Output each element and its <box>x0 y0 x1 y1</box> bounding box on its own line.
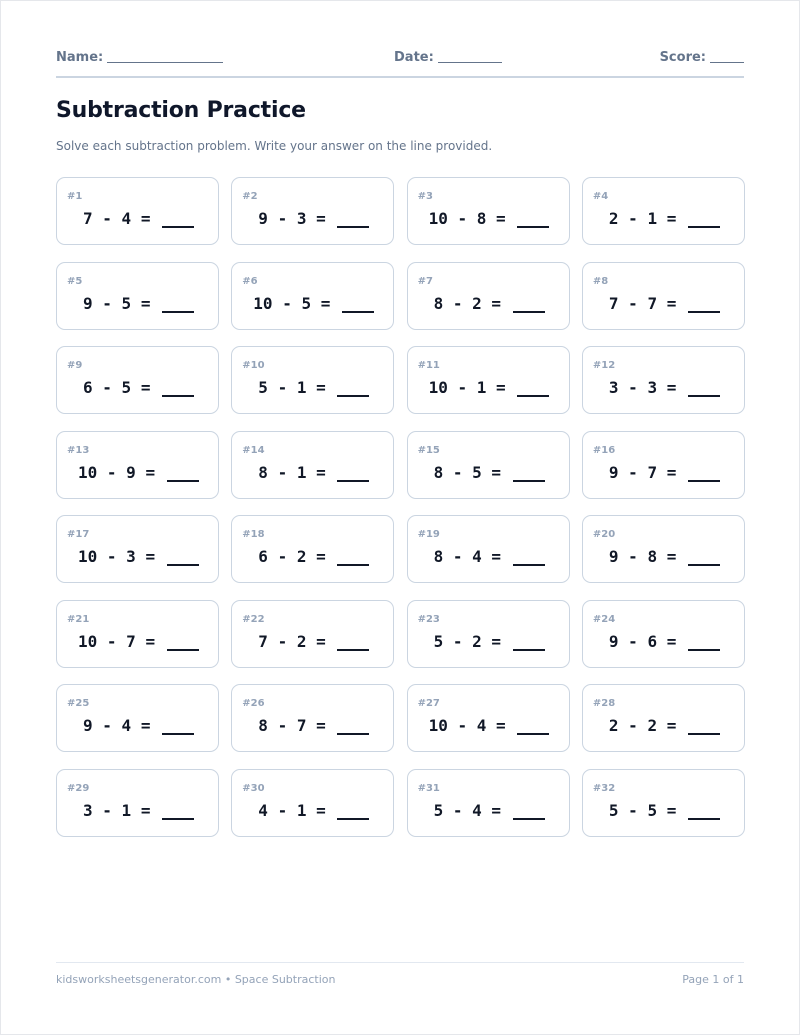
problem-number: #21 <box>67 613 90 625</box>
name-label: Name: <box>56 50 104 65</box>
minus-sign: - <box>618 462 648 482</box>
answer-line <box>342 293 374 313</box>
footer-page-number: Page 1 of 1 <box>682 973 744 986</box>
equals-sign: = <box>306 800 336 820</box>
answer-line <box>167 631 199 651</box>
minus-sign: - <box>443 293 473 313</box>
problem-equation <box>83 377 194 397</box>
subtrahend: 5 <box>121 378 132 397</box>
date-blank-line <box>438 48 502 63</box>
problem-card <box>56 769 219 837</box>
answer-line <box>337 462 369 482</box>
footer-site: kidsworksheetsgenerator.com • Space Subtraction <box>56 973 336 986</box>
subtrahend: 1 <box>296 462 307 482</box>
problem-number: #32 <box>592 782 616 794</box>
equals-sign: = <box>657 462 686 482</box>
subtrahend: 3 <box>126 547 136 566</box>
minus-sign: - <box>267 800 297 820</box>
problem-equation <box>253 293 374 313</box>
minus-sign: - <box>447 209 477 228</box>
name-blank-line <box>107 48 223 63</box>
problem-equation <box>83 293 194 313</box>
minus-sign: - <box>618 800 648 820</box>
problem-card <box>231 262 394 330</box>
answer-line <box>517 715 549 735</box>
minuend: 2 <box>608 716 619 735</box>
worksheet-instructions: Solve each subtraction problem. Write your answer on the line provided. <box>56 139 493 153</box>
answer-line <box>688 546 720 566</box>
minus-sign: - <box>618 378 648 397</box>
problem-number: #6 <box>242 275 258 287</box>
problem-card <box>231 684 394 752</box>
subtrahend: 2 <box>647 716 658 735</box>
subtrahend: 6 <box>647 631 658 651</box>
minuend: 9 <box>608 462 619 482</box>
minuend: 3 <box>83 800 93 820</box>
problem-card <box>407 600 570 668</box>
minus-sign: - <box>92 293 122 313</box>
minus-sign: - <box>618 547 648 566</box>
problem-number: #7 <box>417 275 433 287</box>
problem-equation <box>258 462 369 482</box>
answer-line <box>337 800 369 820</box>
minuend: 5 <box>608 800 619 820</box>
minus-sign: - <box>92 800 122 820</box>
minuend: 8 <box>258 462 268 482</box>
worksheet-header <box>56 48 744 68</box>
problem-card <box>56 515 219 583</box>
answer-line <box>337 546 369 566</box>
problem-card <box>56 431 219 499</box>
problem-card <box>56 346 219 414</box>
problem-card <box>407 515 570 583</box>
equals-sign: = <box>486 716 516 735</box>
equals-sign: = <box>481 800 511 820</box>
problem-card <box>582 515 745 583</box>
answer-line <box>167 462 199 482</box>
minus-sign: - <box>267 547 297 566</box>
problem-card <box>582 769 745 837</box>
minuend: 5 <box>258 378 268 397</box>
problem-equation <box>78 546 199 566</box>
equals-sign: = <box>131 800 161 820</box>
equals-sign: = <box>306 209 336 228</box>
problem-number: #8 <box>592 275 609 287</box>
equals-sign: = <box>657 378 686 397</box>
minuend: 9 <box>83 293 93 313</box>
subtrahend: 3 <box>647 378 658 397</box>
score-blank-line <box>710 48 744 63</box>
equals-sign: = <box>486 378 516 397</box>
equals-sign: = <box>481 631 511 651</box>
equals-sign: = <box>306 378 336 397</box>
equals-sign: = <box>657 293 686 313</box>
problem-equation <box>83 208 194 228</box>
problem-card <box>582 262 745 330</box>
minus-sign: - <box>97 631 127 651</box>
problem-card <box>56 684 219 752</box>
minuend: 6 <box>258 547 268 566</box>
problem-card <box>407 769 570 837</box>
equals-sign: = <box>131 378 161 397</box>
date-field <box>394 48 502 65</box>
subtrahend: 4 <box>472 800 482 820</box>
minuend: 7 <box>83 209 93 228</box>
problem-equation <box>609 462 720 482</box>
problem-equation <box>609 546 720 566</box>
problem-number: #2 <box>242 191 258 202</box>
minuend: 9 <box>83 716 93 735</box>
problem-number: #24 <box>592 613 616 625</box>
minus-sign: - <box>272 293 302 313</box>
problem-number: #18 <box>242 529 265 540</box>
subtrahend: 3 <box>296 209 307 228</box>
problem-card <box>56 177 219 245</box>
problem-card <box>231 431 394 499</box>
problem-card <box>407 262 570 330</box>
answer-line <box>517 208 549 228</box>
answer-line <box>513 800 545 820</box>
problem-card <box>582 684 745 752</box>
minus-sign: - <box>618 209 648 228</box>
minuend: 8 <box>433 462 444 482</box>
minuend: 5 <box>433 800 444 820</box>
answer-line <box>162 800 194 820</box>
subtrahend: 5 <box>301 293 312 313</box>
subtrahend: 2 <box>296 631 307 651</box>
problem-number: #10 <box>242 360 265 371</box>
minus-sign: - <box>443 547 473 566</box>
subtrahend: 2 <box>472 631 482 651</box>
minus-sign: - <box>92 716 122 735</box>
minus-sign: - <box>618 716 648 735</box>
minuend: 8 <box>433 547 444 566</box>
equals-sign: = <box>131 716 161 735</box>
worksheet-title: Subtraction Practice <box>56 98 306 123</box>
problem-equation <box>429 377 550 397</box>
minus-sign: - <box>267 209 297 228</box>
problem-card <box>56 600 219 668</box>
problem-number: #23 <box>417 613 440 625</box>
minuend: 10 <box>78 631 98 651</box>
subtrahend: 8 <box>647 547 658 566</box>
subtrahend: 2 <box>472 293 482 313</box>
minus-sign: - <box>447 716 477 735</box>
minuend: 6 <box>83 378 93 397</box>
minus-sign: - <box>267 716 297 735</box>
problem-equation <box>258 377 369 397</box>
equals-sign: = <box>135 462 165 482</box>
minuend: 9 <box>608 631 619 651</box>
problem-number: #5 <box>67 275 83 287</box>
date-label: Date: <box>394 50 434 65</box>
minuend: 10 <box>253 293 273 313</box>
problem-equation <box>429 208 550 228</box>
answer-line <box>517 377 549 397</box>
equals-sign: = <box>657 716 686 735</box>
problem-number: #26 <box>242 698 265 709</box>
minuend: 10 <box>78 462 98 482</box>
minuend: 7 <box>258 631 268 651</box>
subtrahend: 4 <box>121 209 132 228</box>
problem-equation <box>434 800 545 820</box>
problem-number: #13 <box>67 444 90 456</box>
minuend: 10 <box>78 547 98 566</box>
answer-line <box>162 715 194 735</box>
subtrahend: 4 <box>121 716 132 735</box>
answer-line <box>688 208 720 228</box>
problem-equation <box>434 293 545 313</box>
problem-number: #25 <box>67 698 90 709</box>
equals-sign: = <box>135 631 165 651</box>
problem-equation <box>258 715 369 735</box>
problem-number: #27 <box>417 698 440 709</box>
subtrahend: 1 <box>296 378 307 397</box>
equals-sign: = <box>306 631 336 651</box>
answer-line <box>688 293 720 313</box>
equals-sign: = <box>481 462 511 482</box>
minus-sign: - <box>92 209 122 228</box>
minuend: 5 <box>433 631 444 651</box>
equals-sign: = <box>481 547 511 566</box>
equals-sign: = <box>306 462 336 482</box>
problem-equation <box>258 631 369 651</box>
equals-sign: = <box>306 547 336 566</box>
problem-equation <box>258 546 369 566</box>
minus-sign: - <box>443 800 473 820</box>
problem-number: #19 <box>417 529 440 540</box>
subtrahend: 1 <box>476 378 487 397</box>
problem-number: #16 <box>592 444 616 456</box>
problem-number: #9 <box>67 360 83 371</box>
minuend: 7 <box>608 293 619 313</box>
problem-number: #31 <box>417 782 440 794</box>
minus-sign: - <box>618 293 648 313</box>
problem-card <box>56 262 219 330</box>
equals-sign: = <box>131 293 161 313</box>
minus-sign: - <box>97 547 127 566</box>
problem-number: #1 <box>67 191 83 202</box>
minus-sign: - <box>97 462 127 482</box>
minus-sign: - <box>618 631 648 651</box>
minuend: 8 <box>258 716 268 735</box>
equals-sign: = <box>311 293 341 313</box>
answer-line <box>167 546 199 566</box>
problem-number: #22 <box>242 613 265 625</box>
answer-line <box>513 546 545 566</box>
answer-line <box>513 631 545 651</box>
problem-card <box>582 177 745 245</box>
equals-sign: = <box>135 547 165 566</box>
problem-number: #15 <box>417 444 440 456</box>
equals-sign: = <box>657 800 686 820</box>
minuend: 9 <box>258 209 268 228</box>
problem-number: #30 <box>242 782 265 794</box>
problem-card <box>407 346 570 414</box>
problem-equation <box>609 293 720 313</box>
problem-number: #17 <box>67 529 90 540</box>
problem-card <box>231 177 394 245</box>
problem-number: #29 <box>67 782 90 794</box>
problem-equation <box>434 546 545 566</box>
problem-number: #14 <box>242 444 265 456</box>
subtrahend: 4 <box>472 547 482 566</box>
subtrahend: 7 <box>296 716 307 735</box>
problem-equation <box>609 631 720 651</box>
problem-number: #20 <box>592 529 616 540</box>
subtrahend: 1 <box>296 800 307 820</box>
subtrahend: 8 <box>476 209 487 228</box>
problem-equation <box>609 715 720 735</box>
problem-equation <box>609 377 720 397</box>
minus-sign: - <box>447 378 477 397</box>
minus-sign: - <box>443 462 473 482</box>
problem-equation <box>609 800 720 820</box>
subtrahend: 1 <box>647 209 658 228</box>
subtrahend: 9 <box>126 462 136 482</box>
answer-line <box>688 800 720 820</box>
footer-divider <box>56 962 744 963</box>
problem-card <box>582 600 745 668</box>
answer-line <box>688 631 720 651</box>
problem-equation <box>434 462 545 482</box>
problem-card <box>582 346 745 414</box>
problem-equation <box>83 715 194 735</box>
answer-line <box>688 377 720 397</box>
problem-card <box>407 431 570 499</box>
problem-card <box>231 769 394 837</box>
problem-card <box>231 515 394 583</box>
problem-number: #12 <box>592 360 616 371</box>
minuend: 9 <box>608 547 619 566</box>
problem-card <box>231 600 394 668</box>
answer-line <box>337 715 369 735</box>
problem-number: #11 <box>417 360 440 371</box>
score-label: Score: <box>659 50 706 65</box>
equals-sign: = <box>657 209 686 228</box>
equals-sign: = <box>306 716 336 735</box>
answer-line <box>513 462 545 482</box>
problem-equation <box>434 631 545 651</box>
answer-line <box>162 208 194 228</box>
equals-sign: = <box>486 209 516 228</box>
subtrahend: 5 <box>647 800 658 820</box>
subtrahend: 5 <box>472 462 482 482</box>
answer-line <box>688 462 720 482</box>
minuend: 10 <box>428 209 448 228</box>
minuend: 4 <box>258 800 268 820</box>
answer-line <box>513 293 545 313</box>
answer-line <box>162 293 194 313</box>
minuend: 8 <box>433 293 444 313</box>
problem-equation <box>258 800 369 820</box>
minus-sign: - <box>443 631 473 651</box>
problem-number: #28 <box>592 698 616 709</box>
answer-line <box>688 715 720 735</box>
problem-number: #4 <box>592 191 609 202</box>
equals-sign: = <box>657 631 686 651</box>
problem-grid <box>56 177 744 837</box>
minuend: 10 <box>428 378 448 397</box>
answer-line <box>337 377 369 397</box>
minuend: 10 <box>428 716 448 735</box>
problem-number: #3 <box>417 191 433 202</box>
problem-card <box>582 431 745 499</box>
subtrahend: 7 <box>647 462 658 482</box>
subtrahend: 1 <box>121 800 132 820</box>
minus-sign: - <box>92 378 122 397</box>
subtrahend: 7 <box>647 293 658 313</box>
answer-line <box>337 208 369 228</box>
minus-sign: - <box>267 462 297 482</box>
score-field <box>660 48 744 65</box>
problem-card <box>407 177 570 245</box>
problem-equation <box>78 631 199 651</box>
problem-card <box>231 346 394 414</box>
problem-equation <box>258 208 369 228</box>
problem-equation <box>83 800 194 820</box>
equals-sign: = <box>131 209 161 228</box>
problem-equation <box>78 462 199 482</box>
subtrahend: 5 <box>121 293 132 313</box>
answer-line <box>337 631 369 651</box>
name-field <box>56 48 223 65</box>
problem-card <box>407 684 570 752</box>
minus-sign: - <box>267 378 297 397</box>
problem-equation <box>609 208 720 228</box>
subtrahend: 4 <box>476 716 487 735</box>
answer-line <box>162 377 194 397</box>
problem-equation <box>429 715 550 735</box>
equals-sign: = <box>481 293 511 313</box>
minuend: 3 <box>608 378 619 397</box>
subtrahend: 7 <box>126 631 136 651</box>
equals-sign: = <box>657 547 686 566</box>
minuend: 2 <box>608 209 619 228</box>
header-divider <box>56 76 744 78</box>
subtrahend: 2 <box>296 547 307 566</box>
minus-sign: - <box>267 631 297 651</box>
